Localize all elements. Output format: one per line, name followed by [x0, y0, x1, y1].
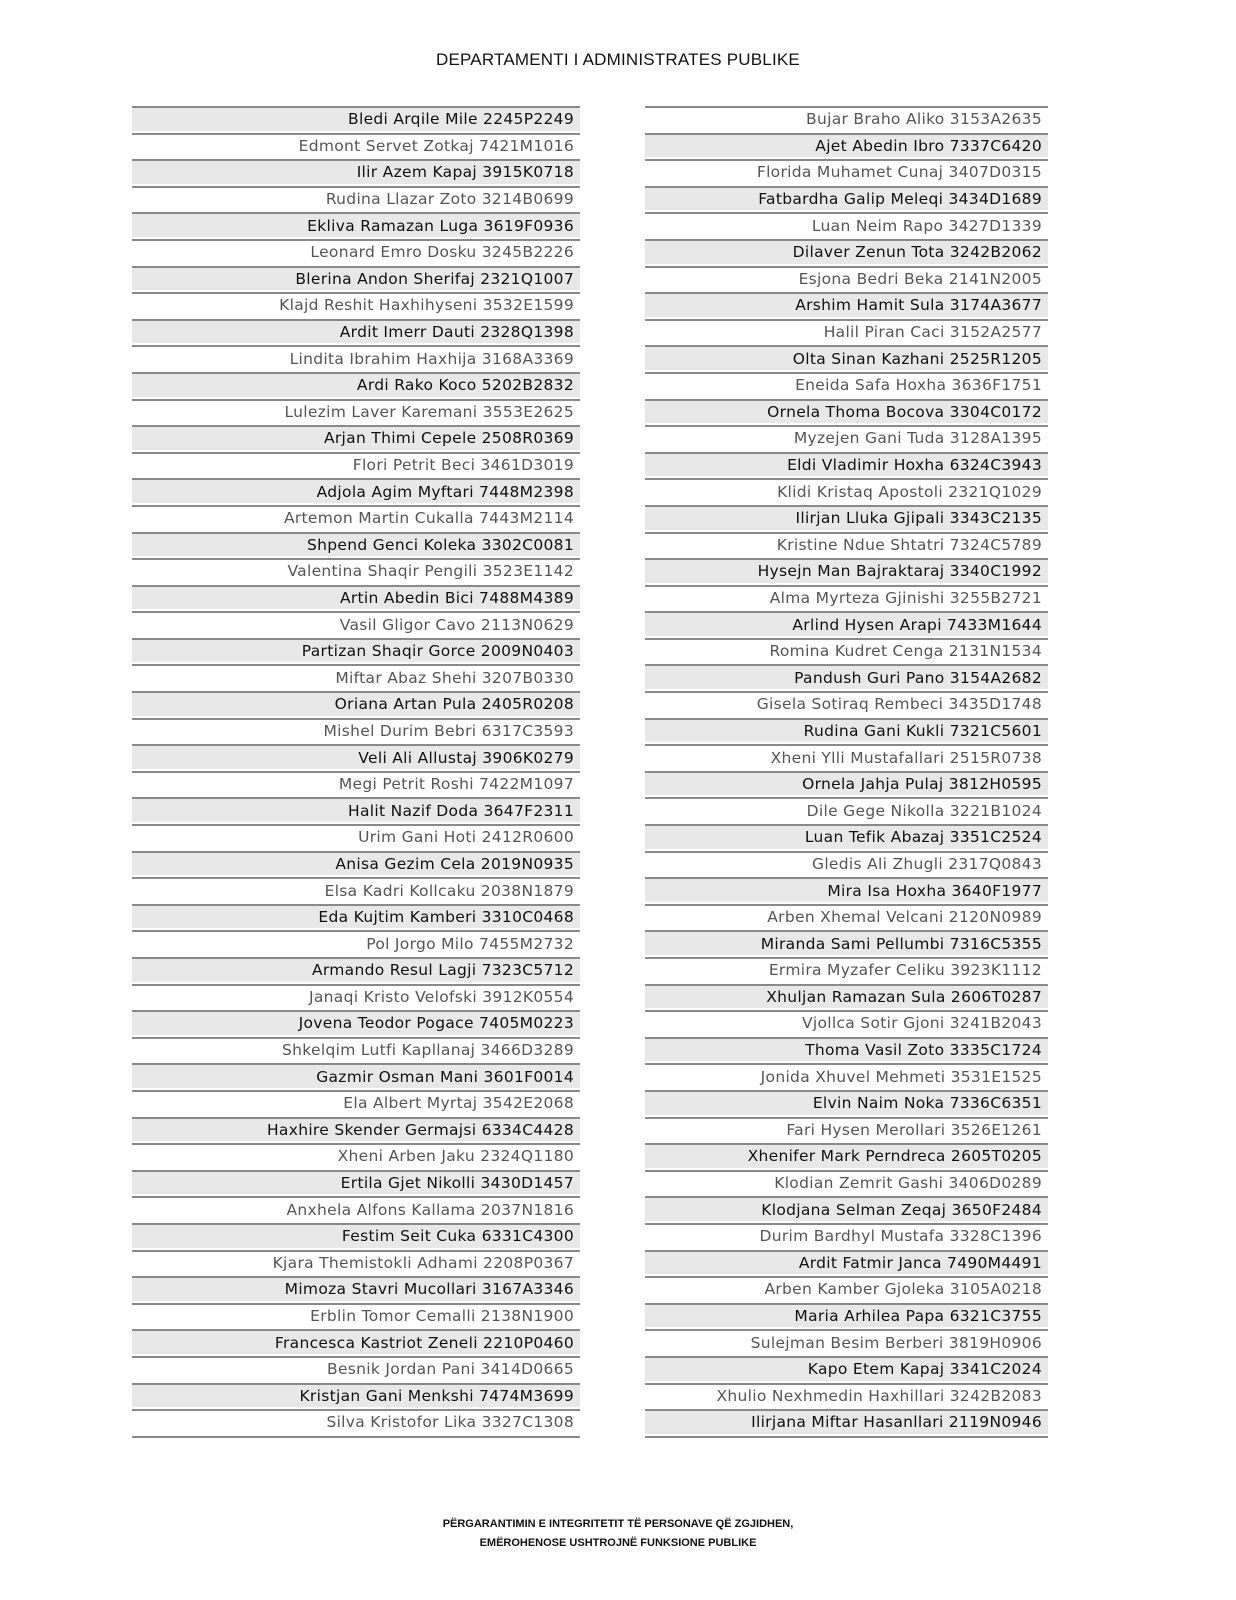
list-item: Xheni Arben Jaku 2324Q1180: [132, 1143, 580, 1168]
list-item: Jovena Teodor Pogace 7405M0223: [132, 1010, 580, 1035]
list-item: Hysejn Man Bajraktaraj 3340C1992: [645, 558, 1048, 583]
list-item: Lindita Ibrahim Haxhija 3168A3369: [132, 345, 580, 370]
list-item: Klodjana Selman Zeqaj 3650F2484: [645, 1196, 1048, 1221]
left-name-list: [132, 106, 580, 1438]
list-divider: [132, 1436, 580, 1438]
list-item: Flori Petrit Beci 3461D3019: [132, 452, 580, 477]
list-item: Miranda Sami Pellumbi 7316C5355: [645, 930, 1048, 955]
list-item: Ilirjan Lluka Gjipali 3343C2135: [645, 505, 1048, 530]
list-divider: [645, 1436, 1048, 1438]
list-item: Mimoza Stavri Mucollari 3167A3346: [132, 1276, 580, 1301]
list-item: Romina Kudret Cenga 2131N1534: [645, 638, 1048, 663]
list-item: Ilirjana Miftar Hasanllari 2119N0946: [645, 1409, 1048, 1434]
list-item: Esjona Bedri Beka 2141N2005: [645, 266, 1048, 291]
list-item: Ilir Azem Kapaj 3915K0718: [132, 159, 580, 184]
list-item: Rudina Gani Kukli 7321C5601: [645, 718, 1048, 743]
list-item: Besnik Jordan Pani 3414D0665: [132, 1356, 580, 1381]
list-item: Xheni Ylli Mustafallari 2515R0738: [645, 744, 1048, 769]
footer: [0, 1515, 1236, 1553]
list-item: Ertila Gjet Nikolli 3430D1457: [132, 1170, 580, 1195]
list-item: Shkelqim Lutfi Kapllanaj 3466D3289: [132, 1037, 580, 1062]
list-item: Edmont Servet Zotkaj 7421M1016: [132, 133, 580, 158]
page-title: DEPARTAMENTI I ADMINISTRATES PUBLIKE: [436, 50, 800, 69]
list-item: Dilaver Zenun Tota 3242B2062: [645, 239, 1048, 264]
list-item: Ardit Fatmir Janca 7490M4491: [645, 1250, 1048, 1275]
list-item: Pol Jorgo Milo 7455M2732: [132, 930, 580, 955]
list-item: Klodian Zemrit Gashi 3406D0289: [645, 1170, 1048, 1195]
list-item: Florida Muhamet Cunaj 3407D0315: [645, 159, 1048, 184]
list-item: Xhulio Nexhmedin Haxhillari 3242B2083: [645, 1383, 1048, 1408]
list-item: Arlind Hysen Arapi 7433M1644: [645, 611, 1048, 636]
list-item: Rudina Llazar Zoto 3214B0699: [132, 186, 580, 211]
footer-line-1: PËRGARANTIMIN E INTEGRITETIT TË PERSONAVE QË ZGJIDHEN,: [442, 1518, 794, 1530]
list-item: Kristjan Gani Menkshi 7474M3699: [132, 1383, 580, 1408]
list-item: Elvin Naim Noka 7336C6351: [645, 1090, 1048, 1115]
list-item: Fatbardha Galip Meleqi 3434D1689: [645, 186, 1048, 211]
list-item: Artin Abedin Bici 7488M4389: [132, 585, 580, 610]
list-item: Arshim Hamit Sula 3174A3677: [645, 292, 1048, 317]
list-item: Oriana Artan Pula 2405R0208: [132, 691, 580, 716]
list-item: Ajet Abedin Ibro 7337C6420: [645, 133, 1048, 158]
list-item: Partizan Shaqir Gorce 2009N0403: [132, 638, 580, 663]
list-item: Jonida Xhuvel Mehmeti 3531E1525: [645, 1063, 1048, 1088]
right-name-list: [645, 106, 1048, 1438]
list-item: Ermira Myzafer Celiku 3923K1112: [645, 957, 1048, 982]
list-item: Xhuljan Ramazan Sula 2606T0287: [645, 984, 1048, 1009]
list-item: Silva Kristofor Lika 3327C1308: [132, 1409, 580, 1434]
list-item: Kapo Etem Kapaj 3341C2024: [645, 1356, 1048, 1381]
list-item: Pandush Guri Pano 3154A2682: [645, 664, 1048, 689]
list-item: Olta Sinan Kazhani 2525R1205: [645, 345, 1048, 370]
list-item: Ardi Rako Koco 5202B2832: [132, 372, 580, 397]
list-item: Alma Myrteza Gjinishi 3255B2721: [645, 585, 1048, 610]
list-item: Halit Nazif Doda 3647F2311: [132, 797, 580, 822]
footer-line-2: EMËROHENOSE USHTROJNË FUNKSIONE PUBLIKE: [479, 1537, 757, 1549]
list-item: Arben Kamber Gjoleka 3105A0218: [645, 1276, 1048, 1301]
list-item: Miftar Abaz Shehi 3207B0330: [132, 664, 580, 689]
list-item: Eneida Safa Hoxha 3636F1751: [645, 372, 1048, 397]
list-item: Klidi Kristaq Apostoli 2321Q1029: [645, 478, 1048, 503]
list-item: Bujar Braho Aliko 3153A2635: [645, 106, 1048, 131]
list-item: Klajd Reshit Haxhihyseni 3532E1599: [132, 292, 580, 317]
list-item: Elsa Kadri Kollcaku 2038N1879: [132, 877, 580, 902]
list-item: Luan Tefik Abazaj 3351C2524: [645, 824, 1048, 849]
list-item: Sulejman Besim Berberi 3819H0906: [645, 1329, 1048, 1354]
list-item: Janaqi Kristo Velofski 3912K0554: [132, 984, 580, 1009]
list-item: Haxhire Skender Germajsi 6334C4428: [132, 1117, 580, 1142]
list-item: Ekliva Ramazan Luga 3619F0936: [132, 212, 580, 237]
list-item: Durim Bardhyl Mustafa 3328C1396: [645, 1223, 1048, 1248]
list-item: Artemon Martin Cukalla 7443M2114: [132, 505, 580, 530]
list-item: Arjan Thimi Cepele 2508R0369: [132, 425, 580, 450]
list-item: Vasil Gligor Cavo 2113N0629: [132, 611, 580, 636]
list-item: Dile Gege Nikolla 3221B1024: [645, 797, 1048, 822]
list-item: Gledis Ali Zhugli 2317Q0843: [645, 851, 1048, 876]
list-item: Shpend Genci Koleka 3302C0081: [132, 532, 580, 557]
list-item: Veli Ali Allustaj 3906K0279: [132, 744, 580, 769]
list-item: Luan Neim Rapo 3427D1339: [645, 212, 1048, 237]
list-item: Armando Resul Lagji 7323C5712: [132, 957, 580, 982]
list-item: Anxhela Alfons Kallama 2037N1816: [132, 1196, 580, 1221]
list-item: Mira Isa Hoxha 3640F1977: [645, 877, 1048, 902]
list-item: Francesca Kastriot Zeneli 2210P0460: [132, 1329, 580, 1354]
list-item: Ela Albert Myrtaj 3542E2068: [132, 1090, 580, 1115]
list-item: Festim Seit Cuka 6331C4300: [132, 1223, 580, 1248]
list-item: Urim Gani Hoti 2412R0600: [132, 824, 580, 849]
list-item: Fari Hysen Merollari 3526E1261: [645, 1117, 1048, 1142]
list-item: Leonard Emro Dosku 3245B2226: [132, 239, 580, 264]
list-item: Erblin Tomor Cemalli 2138N1900: [132, 1303, 580, 1328]
list-item: Arben Xhemal Velcani 2120N0989: [645, 904, 1048, 929]
list-item: Ornela Thoma Bocova 3304C0172: [645, 399, 1048, 424]
list-item: Gisela Sotiraq Rembeci 3435D1748: [645, 691, 1048, 716]
list-item: Maria Arhilea Papa 6321C3755: [645, 1303, 1048, 1328]
list-item: Thoma Vasil Zoto 3335C1724: [645, 1037, 1048, 1062]
list-item: Gazmir Osman Mani 3601F0014: [132, 1063, 580, 1088]
list-item: Anisa Gezim Cela 2019N0935: [132, 851, 580, 876]
list-item: Valentina Shaqir Pengili 3523E1142: [132, 558, 580, 583]
list-item: Ardit Imerr Dauti 2328Q1398: [132, 319, 580, 344]
list-item: Xhenifer Mark Perndreca 2605T0205: [645, 1143, 1048, 1168]
list-item: Adjola Agim Myftari 7448M2398: [132, 478, 580, 503]
list-item: Megi Petrit Roshi 7422M1097: [132, 771, 580, 796]
list-item: Eldi Vladimir Hoxha 6324C3943: [645, 452, 1048, 477]
list-item: Halil Piran Caci 3152A2577: [645, 319, 1048, 344]
list-item: Bledi Arqile Mile 2245P2249: [132, 106, 580, 131]
list-item: Ornela Jahja Pulaj 3812H0595: [645, 771, 1048, 796]
list-item: Kristine Ndue Shtatri 7324C5789: [645, 532, 1048, 557]
list-item: Eda Kujtim Kamberi 3310C0468: [132, 904, 580, 929]
list-item: Myzejen Gani Tuda 3128A1395: [645, 425, 1048, 450]
list-item: Kjara Themistokli Adhami 2208P0367: [132, 1250, 580, 1275]
list-item: Lulezim Laver Karemani 3553E2625: [132, 399, 580, 424]
list-item: Mishel Durim Bebri 6317C3593: [132, 718, 580, 743]
list-item: Blerina Andon Sherifaj 2321Q1007: [132, 266, 580, 291]
list-item: Vjollca Sotir Gjoni 3241B2043: [645, 1010, 1048, 1035]
